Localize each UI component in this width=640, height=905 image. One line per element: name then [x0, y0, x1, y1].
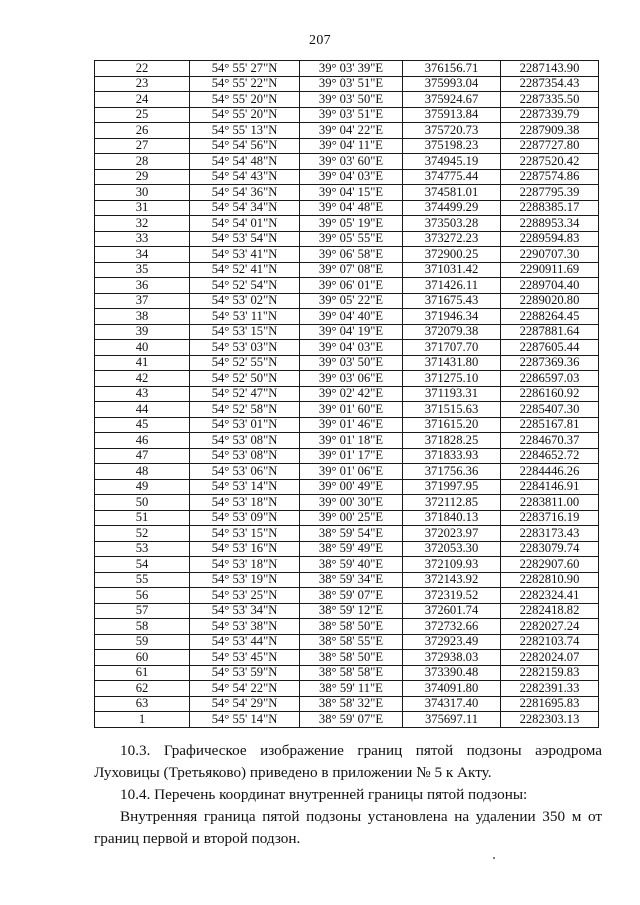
- longitude-cell: 39° 04' 11"E: [300, 138, 403, 154]
- x-coordinate-cell: 371615.20: [403, 417, 501, 433]
- paragraph-10-3: 10.3. Графическое изображение границ пятой подзоны аэродрома Луховицы (Третьяково) приведено в приложении № 5 к Акту.: [94, 742, 602, 781]
- point-number-cell: 46: [95, 433, 190, 449]
- y-coordinate-cell: 2283811.00: [501, 495, 599, 511]
- x-coordinate-cell: 371193.31: [403, 386, 501, 402]
- table-row: [95, 712, 599, 728]
- point-number-cell: 24: [95, 92, 190, 108]
- longitude-cell: 39° 04' 22"E: [300, 123, 403, 139]
- x-coordinate-cell: 372053.30: [403, 541, 501, 557]
- longitude-cell: 39° 04' 15"E: [300, 185, 403, 201]
- latitude-cell: 54° 54' 48"N: [190, 154, 300, 170]
- latitude-cell: 54° 53' 59"N: [190, 665, 300, 681]
- y-coordinate-cell: 2282024.07: [501, 650, 599, 666]
- table-row: [95, 216, 599, 232]
- table-row: [95, 138, 599, 154]
- table-row: [95, 479, 599, 495]
- longitude-cell: 39° 04' 03"E: [300, 169, 403, 185]
- latitude-cell: 54° 53' 14"N: [190, 479, 300, 495]
- longitude-cell: 39° 03' 39"E: [300, 61, 403, 77]
- latitude-cell: 54° 54' 56"N: [190, 138, 300, 154]
- latitude-cell: 54° 53' 25"N: [190, 588, 300, 604]
- x-coordinate-cell: 371031.42: [403, 262, 501, 278]
- table-row: [95, 123, 599, 139]
- latitude-cell: 54° 53' 54"N: [190, 231, 300, 247]
- latitude-cell: 54° 53' 45"N: [190, 650, 300, 666]
- latitude-cell: 54° 54' 43"N: [190, 169, 300, 185]
- table-row: [95, 355, 599, 371]
- latitude-cell: 54° 52' 41"N: [190, 262, 300, 278]
- point-number-cell: 26: [95, 123, 190, 139]
- y-coordinate-cell: 2282027.24: [501, 619, 599, 635]
- latitude-cell: 54° 54' 22"N: [190, 681, 300, 697]
- point-number-cell: 37: [95, 293, 190, 309]
- y-coordinate-cell: 2282159.83: [501, 665, 599, 681]
- table-row: [95, 603, 599, 619]
- table-row: [95, 169, 599, 185]
- y-coordinate-cell: 2281695.83: [501, 696, 599, 712]
- longitude-cell: 39° 04' 40"E: [300, 309, 403, 325]
- longitude-cell: 39° 04' 03"E: [300, 340, 403, 356]
- longitude-cell: 39° 03' 60"E: [300, 154, 403, 170]
- coordinates-table-body: [95, 61, 599, 728]
- point-number-cell: 38: [95, 309, 190, 325]
- point-number-cell: 31: [95, 200, 190, 216]
- y-coordinate-cell: 2282391.33: [501, 681, 599, 697]
- y-coordinate-cell: 2288953.34: [501, 216, 599, 232]
- point-number-cell: 27: [95, 138, 190, 154]
- x-coordinate-cell: 372319.52: [403, 588, 501, 604]
- table-row: [95, 650, 599, 666]
- y-coordinate-cell: 2289594.83: [501, 231, 599, 247]
- longitude-cell: 39° 03' 06"E: [300, 371, 403, 387]
- latitude-cell: 54° 55' 20"N: [190, 92, 300, 108]
- x-coordinate-cell: 371946.34: [403, 309, 501, 325]
- longitude-cell: 39° 05' 22"E: [300, 293, 403, 309]
- coordinates-table: [94, 60, 599, 728]
- y-coordinate-cell: 2284146.91: [501, 479, 599, 495]
- point-number-cell: 28: [95, 154, 190, 170]
- point-number-cell: 40: [95, 340, 190, 356]
- y-coordinate-cell: 2282103.74: [501, 634, 599, 650]
- y-coordinate-cell: 2286160.92: [501, 386, 599, 402]
- table-row: [95, 572, 599, 588]
- table-row: [95, 433, 599, 449]
- y-coordinate-cell: 2287605.44: [501, 340, 599, 356]
- longitude-cell: 38° 58' 58"E: [300, 665, 403, 681]
- latitude-cell: 54° 53' 38"N: [190, 619, 300, 635]
- longitude-cell: 39° 00' 25"E: [300, 510, 403, 526]
- x-coordinate-cell: 374945.19: [403, 154, 501, 170]
- table-row: [95, 681, 599, 697]
- x-coordinate-cell: 374317.40: [403, 696, 501, 712]
- scan-dot: [493, 857, 495, 859]
- latitude-cell: 54° 53' 18"N: [190, 495, 300, 511]
- x-coordinate-cell: 375198.23: [403, 138, 501, 154]
- longitude-cell: 38° 59' 34"E: [300, 572, 403, 588]
- latitude-cell: 54° 53' 44"N: [190, 634, 300, 650]
- latitude-cell: 54° 52' 55"N: [190, 355, 300, 371]
- table-row: [95, 324, 599, 340]
- longitude-cell: 38° 59' 54"E: [300, 526, 403, 542]
- longitude-cell: 39° 01' 18"E: [300, 433, 403, 449]
- latitude-cell: 54° 53' 08"N: [190, 448, 300, 464]
- x-coordinate-cell: 375697.11: [403, 712, 501, 728]
- x-coordinate-cell: 372112.85: [403, 495, 501, 511]
- y-coordinate-cell: 2283173.43: [501, 526, 599, 542]
- y-coordinate-cell: 2287339.79: [501, 107, 599, 123]
- longitude-cell: 38° 59' 12"E: [300, 603, 403, 619]
- longitude-cell: 39° 05' 19"E: [300, 216, 403, 232]
- x-coordinate-cell: 375720.73: [403, 123, 501, 139]
- paragraph-inner-boundary: Внутренняя граница пятой подзоны установлена на удалении 350 м от границ первой и второй подзон.: [94, 808, 602, 847]
- y-coordinate-cell: 2284652.72: [501, 448, 599, 464]
- point-number-cell: 36: [95, 278, 190, 294]
- latitude-cell: 54° 53' 03"N: [190, 340, 300, 356]
- table-row: [95, 76, 599, 92]
- point-number-cell: 54: [95, 557, 190, 573]
- table-row: [95, 588, 599, 604]
- latitude-cell: 54° 54' 29"N: [190, 696, 300, 712]
- latitude-cell: 54° 53' 09"N: [190, 510, 300, 526]
- point-number-cell: 50: [95, 495, 190, 511]
- longitude-cell: 39° 01' 60"E: [300, 402, 403, 418]
- table-row: [95, 665, 599, 681]
- x-coordinate-cell: 371515.63: [403, 402, 501, 418]
- latitude-cell: 54° 53' 15"N: [190, 324, 300, 340]
- y-coordinate-cell: 2288264.45: [501, 309, 599, 325]
- table-row: [95, 309, 599, 325]
- point-number-cell: 23: [95, 76, 190, 92]
- latitude-cell: 54° 55' 14"N: [190, 712, 300, 728]
- longitude-cell: 39° 00' 49"E: [300, 479, 403, 495]
- y-coordinate-cell: 2284446.26: [501, 464, 599, 480]
- table-row: [95, 526, 599, 542]
- y-coordinate-cell: 2290707.30: [501, 247, 599, 263]
- longitude-cell: 38° 59' 49"E: [300, 541, 403, 557]
- point-number-cell: 45: [95, 417, 190, 433]
- latitude-cell: 54° 54' 34"N: [190, 200, 300, 216]
- latitude-cell: 54° 53' 06"N: [190, 464, 300, 480]
- longitude-cell: 39° 04' 48"E: [300, 200, 403, 216]
- x-coordinate-cell: 371275.10: [403, 371, 501, 387]
- x-coordinate-cell: 373272.23: [403, 231, 501, 247]
- longitude-cell: 38° 59' 07"E: [300, 588, 403, 604]
- point-number-cell: 63: [95, 696, 190, 712]
- x-coordinate-cell: 375913.84: [403, 107, 501, 123]
- y-coordinate-cell: 2287143.90: [501, 61, 599, 77]
- point-number-cell: 32: [95, 216, 190, 232]
- y-coordinate-cell: 2287369.36: [501, 355, 599, 371]
- latitude-cell: 54° 55' 13"N: [190, 123, 300, 139]
- latitude-cell: 54° 54' 01"N: [190, 216, 300, 232]
- point-number-cell: 59: [95, 634, 190, 650]
- y-coordinate-cell: 2282907.60: [501, 557, 599, 573]
- longitude-cell: 39° 03' 50"E: [300, 92, 403, 108]
- point-number-cell: 29: [95, 169, 190, 185]
- table-row: [95, 541, 599, 557]
- point-number-cell: 55: [95, 572, 190, 588]
- point-number-cell: 47: [95, 448, 190, 464]
- x-coordinate-cell: 371833.93: [403, 448, 501, 464]
- table-row: [95, 247, 599, 263]
- y-coordinate-cell: 2289020.80: [501, 293, 599, 309]
- point-number-cell: 25: [95, 107, 190, 123]
- longitude-cell: 39° 00' 30"E: [300, 495, 403, 511]
- point-number-cell: 35: [95, 262, 190, 278]
- y-coordinate-cell: 2286597.03: [501, 371, 599, 387]
- y-coordinate-cell: 2283716.19: [501, 510, 599, 526]
- y-coordinate-cell: 2287881.64: [501, 324, 599, 340]
- x-coordinate-cell: 375993.04: [403, 76, 501, 92]
- latitude-cell: 54° 55' 20"N: [190, 107, 300, 123]
- point-number-cell: 39: [95, 324, 190, 340]
- x-coordinate-cell: 372732.66: [403, 619, 501, 635]
- table-row: [95, 557, 599, 573]
- y-coordinate-cell: 2283079.74: [501, 541, 599, 557]
- x-coordinate-cell: 374091.80: [403, 681, 501, 697]
- latitude-cell: 54° 52' 47"N: [190, 386, 300, 402]
- latitude-cell: 54° 55' 27"N: [190, 61, 300, 77]
- table-row: [95, 495, 599, 511]
- point-number-cell: 60: [95, 650, 190, 666]
- point-number-cell: 56: [95, 588, 190, 604]
- latitude-cell: 54° 53' 18"N: [190, 557, 300, 573]
- point-number-cell: 44: [95, 402, 190, 418]
- longitude-cell: 39° 07' 08"E: [300, 262, 403, 278]
- latitude-cell: 54° 53' 16"N: [190, 541, 300, 557]
- table-row: [95, 510, 599, 526]
- longitude-cell: 39° 03' 51"E: [300, 76, 403, 92]
- longitude-cell: 39° 01' 06"E: [300, 464, 403, 480]
- x-coordinate-cell: 372900.25: [403, 247, 501, 263]
- latitude-cell: 54° 53' 01"N: [190, 417, 300, 433]
- latitude-cell: 54° 54' 36"N: [190, 185, 300, 201]
- x-coordinate-cell: 371431.80: [403, 355, 501, 371]
- y-coordinate-cell: 2282810.90: [501, 572, 599, 588]
- latitude-cell: 54° 53' 11"N: [190, 309, 300, 325]
- y-coordinate-cell: 2282303.13: [501, 712, 599, 728]
- table-row: [95, 92, 599, 108]
- x-coordinate-cell: 372143.92: [403, 572, 501, 588]
- point-number-cell: 58: [95, 619, 190, 635]
- point-number-cell: 22: [95, 61, 190, 77]
- point-number-cell: 51: [95, 510, 190, 526]
- y-coordinate-cell: 2287727.80: [501, 138, 599, 154]
- point-number-cell: 1: [95, 712, 190, 728]
- table-row: [95, 107, 599, 123]
- point-number-cell: 43: [95, 386, 190, 402]
- x-coordinate-cell: 371997.95: [403, 479, 501, 495]
- y-coordinate-cell: 2287354.43: [501, 76, 599, 92]
- point-number-cell: 61: [95, 665, 190, 681]
- latitude-cell: 54° 53' 08"N: [190, 433, 300, 449]
- table-row: [95, 231, 599, 247]
- table-row: [95, 154, 599, 170]
- point-number-cell: 30: [95, 185, 190, 201]
- point-number-cell: 42: [95, 371, 190, 387]
- latitude-cell: 54° 53' 41"N: [190, 247, 300, 263]
- table-row: [95, 634, 599, 650]
- longitude-cell: 39° 03' 51"E: [300, 107, 403, 123]
- table-row: [95, 371, 599, 387]
- x-coordinate-cell: 372601.74: [403, 603, 501, 619]
- longitude-cell: 38° 58' 50"E: [300, 619, 403, 635]
- body-text: [94, 740, 602, 850]
- x-coordinate-cell: 372023.97: [403, 526, 501, 542]
- point-number-cell: 52: [95, 526, 190, 542]
- point-number-cell: 48: [95, 464, 190, 480]
- longitude-cell: 38° 59' 07"E: [300, 712, 403, 728]
- y-coordinate-cell: 2287795.39: [501, 185, 599, 201]
- y-coordinate-cell: 2284670.37: [501, 433, 599, 449]
- point-number-cell: 34: [95, 247, 190, 263]
- y-coordinate-cell: 2285407.30: [501, 402, 599, 418]
- longitude-cell: 38° 58' 55"E: [300, 634, 403, 650]
- x-coordinate-cell: 374775.44: [403, 169, 501, 185]
- x-coordinate-cell: 372923.49: [403, 634, 501, 650]
- longitude-cell: 39° 01' 17"E: [300, 448, 403, 464]
- x-coordinate-cell: 371756.36: [403, 464, 501, 480]
- table-row: [95, 200, 599, 216]
- y-coordinate-cell: 2289704.40: [501, 278, 599, 294]
- latitude-cell: 54° 53' 34"N: [190, 603, 300, 619]
- y-coordinate-cell: 2287335.50: [501, 92, 599, 108]
- point-number-cell: 41: [95, 355, 190, 371]
- y-coordinate-cell: 2282324.41: [501, 588, 599, 604]
- table-row: [95, 340, 599, 356]
- table-row: [95, 417, 599, 433]
- latitude-cell: 54° 53' 02"N: [190, 293, 300, 309]
- y-coordinate-cell: 2282418.82: [501, 603, 599, 619]
- table-row: [95, 262, 599, 278]
- table-row: [95, 61, 599, 77]
- longitude-cell: 38° 59' 40"E: [300, 557, 403, 573]
- x-coordinate-cell: 374581.01: [403, 185, 501, 201]
- longitude-cell: 39° 04' 19"E: [300, 324, 403, 340]
- latitude-cell: 54° 52' 58"N: [190, 402, 300, 418]
- y-coordinate-cell: 2287520.42: [501, 154, 599, 170]
- longitude-cell: 39° 05' 55"E: [300, 231, 403, 247]
- x-coordinate-cell: 371426.11: [403, 278, 501, 294]
- y-coordinate-cell: 2287574.86: [501, 169, 599, 185]
- latitude-cell: 54° 52' 50"N: [190, 371, 300, 387]
- longitude-cell: 39° 01' 46"E: [300, 417, 403, 433]
- longitude-cell: 39° 03' 50"E: [300, 355, 403, 371]
- point-number-cell: 49: [95, 479, 190, 495]
- latitude-cell: 54° 53' 15"N: [190, 526, 300, 542]
- paragraph-10-4: 10.4. Перечень координат внутренней границы пятой подзоны:: [120, 786, 528, 803]
- x-coordinate-cell: 372079.38: [403, 324, 501, 340]
- x-coordinate-cell: 371675.43: [403, 293, 501, 309]
- table-row: [95, 619, 599, 635]
- y-coordinate-cell: 2290911.69: [501, 262, 599, 278]
- table-row: [95, 386, 599, 402]
- x-coordinate-cell: 371840.13: [403, 510, 501, 526]
- longitude-cell: 39° 02' 42"E: [300, 386, 403, 402]
- y-coordinate-cell: 2287909.38: [501, 123, 599, 139]
- table-row: [95, 278, 599, 294]
- x-coordinate-cell: 372109.93: [403, 557, 501, 573]
- x-coordinate-cell: 371707.70: [403, 340, 501, 356]
- longitude-cell: 38° 58' 32"E: [300, 696, 403, 712]
- x-coordinate-cell: 374499.29: [403, 200, 501, 216]
- y-coordinate-cell: 2288385.17: [501, 200, 599, 216]
- page-number: 207: [309, 33, 331, 48]
- latitude-cell: 54° 52' 54"N: [190, 278, 300, 294]
- x-coordinate-cell: 375924.67: [403, 92, 501, 108]
- longitude-cell: 39° 06' 58"E: [300, 247, 403, 263]
- x-coordinate-cell: 371828.25: [403, 433, 501, 449]
- longitude-cell: 38° 59' 11"E: [300, 681, 403, 697]
- table-row: [95, 185, 599, 201]
- longitude-cell: 39° 06' 01"E: [300, 278, 403, 294]
- table-row: [95, 464, 599, 480]
- point-number-cell: 53: [95, 541, 190, 557]
- latitude-cell: 54° 55' 22"N: [190, 76, 300, 92]
- table-row: [95, 293, 599, 309]
- table-row: [95, 448, 599, 464]
- table-row: [95, 696, 599, 712]
- x-coordinate-cell: 373390.48: [403, 665, 501, 681]
- y-coordinate-cell: 2285167.81: [501, 417, 599, 433]
- latitude-cell: 54° 53' 19"N: [190, 572, 300, 588]
- x-coordinate-cell: 376156.71: [403, 61, 501, 77]
- point-number-cell: 57: [95, 603, 190, 619]
- longitude-cell: 38° 58' 50"E: [300, 650, 403, 666]
- x-coordinate-cell: 372938.03: [403, 650, 501, 666]
- point-number-cell: 62: [95, 681, 190, 697]
- point-number-cell: 33: [95, 231, 190, 247]
- table-row: [95, 402, 599, 418]
- x-coordinate-cell: 373503.28: [403, 216, 501, 232]
